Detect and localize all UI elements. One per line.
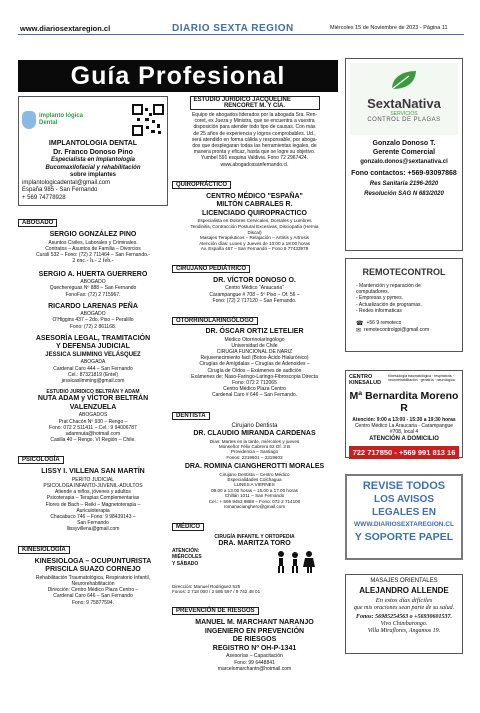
listing-larenas [18, 303, 168, 330]
remoteco-logo: REMOTECONTROL [362, 267, 446, 277]
listing-line: de 25 años de experiencia y logros comprobables. Ud., [193, 130, 316, 137]
listing-asesoria [18, 335, 168, 384]
implanto-spec: Especialista en Implantología [50, 157, 136, 163]
listing-line: Tendinitis, Contracción Postural Excesivas, Disciopatía (Hernia [190, 223, 319, 229]
listing-line: manera pronta y eficaz, hasta que se logre su objetivo. [193, 149, 316, 156]
listing-line: ABOGADO [80, 311, 106, 318]
listing-head: ESTUDIO JURIDICO BELTRÁN Y ADAM [46, 389, 140, 396]
page-date: Miércoles 15 de Noviembre de 2023 - Página 11 [330, 25, 448, 31]
listing-line: Fono: 072 2 511411 – Cel.: 9 94006787 [49, 424, 137, 431]
listing-line: Cel.: + 569 9453 9888 – Fono: 072 2 714100 [208, 498, 301, 504]
listing-line: Equipo de abogados liderados por la abogada Sra. Ren- [191, 112, 318, 118]
listing-line[interactable]: www.abogadossanfernando.cl. [220, 161, 289, 168]
listing-line: Casilla 40 – Rengo. VI Región – Chile. [50, 437, 136, 444]
listing-line: será atendido en forma cálida y responsable, por abogа- [191, 136, 318, 143]
tooth-icon [22, 111, 36, 129]
kinesalud-ad [345, 370, 463, 458]
listing-line: CIRUGIA FUNCIONAL DE NARIZ [216, 348, 293, 355]
masajes-line: En estos días difíciles [375, 597, 433, 604]
listing-marchant [172, 619, 337, 672]
listing-name: ASESORÍA LEGAL, TRAMITACIÓN [35, 334, 151, 342]
listing-line: Prat Chacón Nº 930 – Rengo – [58, 418, 128, 425]
listing-line: Universidad de Chile [231, 342, 278, 349]
children-icon [273, 550, 319, 574]
listing-miranda [172, 423, 337, 510]
listing-line: Monseñor Félix Cabrera 62 Of. 3 B [218, 443, 291, 449]
kinesalud-home: ATENCIÓN A DOMICILIO [369, 435, 439, 442]
avisos-line: Y SOPORTE PAPEL [354, 531, 454, 543]
listing-line: Dirección: Manuel Rodríguez 525 [172, 583, 241, 589]
sextanativa-tag: SERVICIOS [390, 111, 418, 117]
listing-line: Masajes Terapéuticos – Relajación – Artritis y Artrosis [200, 235, 309, 241]
listing-line: Y SÁBADO [172, 560, 199, 567]
listing-line: Dirección: Centro Médico Plaza Centro – [47, 587, 139, 594]
listing-name: SERGIO GONZÁLEZ PINO [49, 231, 137, 238]
listing-line: Neurorehabilitación [71, 580, 115, 587]
listing-line: ATENCIÓN: [172, 548, 200, 555]
listing-line: PERITO JUDICIAL [71, 476, 115, 483]
listing-rencoret [172, 112, 337, 168]
listing-name: SERGIO A. HUERTA GUERRERO [38, 270, 148, 278]
kinesalud-phone: 722 717850 - +569 991 813 16 [349, 446, 459, 459]
masajes-name: ALEJANDRO ALLENDE [359, 585, 449, 595]
listing-line: San Fernando [77, 520, 109, 527]
implanto-address: España 985 - San Fernando [22, 187, 98, 193]
column-middle [172, 96, 337, 672]
implanto-title: IMPLANTOLOGIA DENTAL [48, 140, 138, 147]
kinesalud-hours: Atención: 9:00 a 13:00 - 15:30 a 19:30 horas [352, 417, 456, 423]
listing-line: Fono: (72) 2 861168. [69, 323, 117, 330]
sextanativa-logo-area [350, 63, 458, 135]
listing-line: Cirugía de Oídos – Exámenes de audición [207, 367, 302, 374]
remoteco-line: - Redes informaticas [356, 307, 402, 314]
remoteco-line: - Actualización de programas. [356, 301, 422, 308]
listing-line: disposición para atender todo tipo de causas. Con más [193, 124, 316, 131]
phone-icon: ☎ [356, 321, 364, 328]
listing-line: Exámenes de: Naso-Faringo-Laringo-Fibroscopia Directa [191, 373, 318, 380]
listing-gonzalez [18, 231, 168, 266]
listing-line: Quechereguas Nº 888 – San Fernando [49, 285, 137, 292]
listing-line: PSICOLOGA INFANTO-JUVENIL-ADULTOS [43, 483, 143, 490]
listing-line: Providencia – Santiago [230, 449, 279, 455]
listing-name: JESSICA SLIMMING VELÁSQUEZ [45, 351, 141, 358]
listing-name: REGISTRO Nº OH-P-1341 [212, 644, 297, 652]
listing-line: Fono: 99 6448841 [234, 659, 275, 666]
implanto-logo: implanto lógica Dental [39, 113, 84, 126]
section-psicologia: PSICOLOGÍA [18, 456, 64, 464]
kinesalud-logo: CENTRO KINESALUD [349, 374, 382, 386]
listing-line: LUNES A VIERNES [234, 482, 275, 488]
listing-line: 2 enc.- h.- 2 feb.- [72, 258, 114, 265]
listing-line: marcelomarchantn@hotmail.com [217, 665, 292, 672]
implanto-ad [18, 96, 168, 206]
listing-line: Centro Médico Plaza Centro [223, 386, 286, 393]
remoteco-line: - Mantención y reparación de [356, 283, 421, 289]
listing-name: DE RIESGOS [232, 636, 277, 644]
listing-name: MANUEL M. MARCHANT NARANJO [195, 619, 314, 627]
site-url[interactable]: www.diariosextaregion.cl [20, 24, 111, 33]
kinesalud-address: Centro Médico La Araucaria - Carampangue #708, local 4 [354, 423, 454, 436]
masajes-line: que mis oraciones sean parte de su salud. [353, 605, 455, 611]
listing-line: Cardenal Caro 646 – San Fernando [53, 593, 133, 600]
implanto-spec: sobre implantes [69, 172, 116, 178]
listing-line: Psicoterapia – Terapias Complementarias [46, 495, 140, 502]
listing-line: ABOGADO [80, 279, 106, 286]
listing-name: DRA. MARITZA TORO [218, 539, 291, 547]
listing-line: Fonos: 2319601 – 2319603 [226, 454, 283, 460]
section-abogado: ABOGADO [18, 219, 57, 227]
listing-line: FonoFax: (72) 2 715967. [65, 291, 121, 298]
listing-line: Cirugías de Amígdalas – Cirugías de Adenoides – [199, 361, 310, 368]
listing-line: Contratos – Asuntos de Familia – Divorcios [45, 245, 141, 252]
listing-line: Fono: 072 2 712065 [232, 379, 277, 386]
listing-line: Asuntos Civiles, Laborales y Criminales. [48, 239, 138, 246]
sextanativa-name: Gonzalo Donoso T. [372, 140, 436, 147]
listing-villena [18, 468, 168, 532]
listing-line: Rehabilitación Traumatológica, Respiratorio Infantil, [35, 574, 151, 581]
listing-name: DR. CLAUDIO MIRANDA CARDENAS [193, 430, 316, 438]
remoteco-line: computadores. [356, 289, 390, 296]
listing-line: Especialista en Dolores Cervicales, Dorsales y Lumbres [197, 218, 312, 224]
section-estudio [190, 96, 320, 110]
section-medico: MÉDICO [172, 523, 204, 531]
remoteco-email[interactable]: remotecontrolgpi@gmail.com [364, 327, 430, 334]
listing-line: Carampangue # 708 – 5º Piso – Of. 56 – [209, 291, 300, 298]
listing-name: PRISCILA SUAZO CORNEJO [45, 566, 141, 574]
sextanativa-role: Gerente Comercial [372, 148, 436, 156]
listing-line: Atención días: Lunes y Jueves de 10:00 a 18:00 horas [199, 240, 310, 246]
listing-line: Fono: (72) 2 717120 – San Fernando. [212, 297, 297, 304]
listing-line: dos que desplegaran todas las herramientas legales, de [192, 143, 317, 150]
listing-line: Fonos: 2 718 000 / 2 585 597 / 9 742 48 01 [172, 588, 261, 594]
sextanativa-res: Res Sanitaria 2196-2020 [369, 181, 439, 187]
avisos-line: LOS AVISOS LEGALES EN [372, 494, 436, 518]
listing-line: Cirujano Dentista – Centro Médico [219, 471, 290, 477]
sextanativa-email[interactable]: gonzalo.donos@sextanativa.cl [360, 159, 448, 165]
listing-line: Rejuvenecimiento facil (Botox-Ácido Hialurónico) [200, 355, 309, 362]
listing-line: Av. España 467 – San Fernando – Fono 9 77433979 [200, 246, 309, 252]
listing-name: DRA. ROMINA CIANGHEROTTI MORALES [184, 463, 325, 471]
listing-line: Centro Médico "Araucaria" [225, 285, 284, 292]
listing-line: romanacianghero@gmail.com [223, 504, 286, 510]
remoteco-line: - Empresas y pymes. [356, 295, 403, 302]
section-title: RENCORET M. Y CÍA. [223, 103, 286, 109]
qr-code-icon [132, 104, 164, 136]
listing-line: ABOGADA [80, 359, 106, 366]
leaf-icon [389, 69, 419, 91]
listing-line: Atiende a niños, jóvenes y adultos [55, 489, 131, 496]
implanto-doctor: Dr. Franco Donoso Pino [53, 148, 133, 156]
implanto-spec: Bucomaxilofacial y rehabilitación [45, 164, 141, 171]
listing-toro [172, 534, 337, 582]
listing-line: Cel.: 87321819 (Entel) [67, 371, 119, 378]
listing-line: Chacabuco 746 – Fono: 9 98439143 – [50, 514, 136, 521]
section-quiropractico: QUIROPRÁCTICO [172, 181, 231, 189]
sextanativa-logo: SextaNativa [367, 96, 441, 111]
listing-head: CIRUGÍA INFANTIL Y ORTOPEDIA [214, 533, 295, 540]
listing-name: MILTÓN CABRALES R. [216, 201, 293, 209]
section-cirujano: CIRUJANO PEDIÁTRICO [172, 265, 250, 273]
listing-name: Y DEFENSA JUDICIAL [56, 343, 130, 351]
email-icon: ✉ [356, 328, 362, 335]
listing-name: INGENIERO EN PREVENCIÓN [204, 627, 305, 635]
listing-line: 09.00 a 13.00 horas – 15.00 a 17.00 horas [211, 487, 298, 493]
remoteco-phone: +56 9 remoteco [366, 320, 402, 327]
listing-suazo [18, 558, 168, 606]
listing-line: llissyvillena@gmail.com [66, 526, 120, 533]
newspaper-name: DIARIO SEXTA REGION [172, 23, 294, 34]
listing-line: Auriculoterapia [76, 507, 110, 514]
masajes-ad [345, 574, 463, 654]
listing-name: CENTRO MÉDICO "ESPAÑA" [206, 192, 303, 200]
listing-line: jessicaslimming@gmail.com [61, 377, 125, 384]
sextanativa-sub: CONTROL DE PLAGAS [367, 117, 441, 123]
listing-beltran [18, 389, 168, 443]
listing-line: Curalí 532 – Fono: (72) 2 711464 – San Fernando.- [36, 251, 150, 258]
section-kinesiologia: KINESIOLOGÍA [18, 546, 70, 554]
listing-line: Discal) [247, 229, 262, 235]
listing-line: O'Higgins 437 – 2do. Piso – Peralillo [52, 317, 134, 324]
header-divider [18, 34, 464, 35]
listing-line: Médico Otorrinolaringólogo [224, 336, 285, 343]
listing-name: KINESIOLOGA – OCUPUNTURISTA [34, 557, 152, 565]
listing-huerta [18, 271, 168, 298]
sextanativa-res: Resolución SAG N 683/2020 [364, 190, 444, 197]
listing-line: Días: Martes en la tarde, miércoles y jueves [209, 438, 300, 444]
listing-name: LICENCIADO QUIROPRACTICO [202, 209, 307, 217]
listing-name: RICARDO LARENAS PEÑA [48, 302, 138, 310]
listing-line: Cardenal Caro # 646 – San Fernando. [211, 392, 298, 399]
avisos-url[interactable]: WWW.DIARIOSEXTAREGION.CL [354, 521, 454, 528]
listing-line: MIÉRCOLES [172, 554, 202, 561]
listing-line: Chillán 1011 – San Fernando [224, 493, 285, 499]
listing-name: NUTA ADAM y VÍCTOR BELTRÁN [37, 395, 149, 403]
implanto-phone: + 569 74778928 [22, 194, 66, 201]
listing-line: ABOGADOS [78, 412, 108, 419]
listing-name: LISSY I. VILLENA SAN MARTÍN [41, 468, 145, 476]
listing-donoso [172, 277, 337, 304]
listing-line: Fono: 9 75877594. [72, 599, 114, 606]
listing-line: Asesorías – Capacitación [226, 653, 283, 660]
listing-ortiz [172, 328, 337, 399]
listing-line: Especialidades Colchagua [227, 477, 282, 483]
section-dentista: DENTISTA [172, 412, 210, 420]
column-left [18, 96, 168, 606]
masajes-line: MASAJES ORIENTALES [370, 578, 438, 584]
sextanativa-phone: Fono contactos: +569-93097868 [351, 169, 457, 177]
avisos-ad [345, 474, 463, 560]
listing-head: Cirujano Dentista [231, 422, 278, 429]
listing-name: DR. ÓSCAR ORTIZ LETELIER [205, 328, 304, 335]
masajes-phone: Fonos: 56985254563 o +56930601537. [355, 613, 453, 620]
implanto-email[interactable]: implantologicadental@gmail.com [22, 179, 111, 186]
listing-line: coret, ex Jueza y Ministra, que se encuentra a vuestra [194, 118, 315, 125]
kinesalud-name: Mª Bernardita Moreno R [349, 390, 459, 414]
masajes-line: Vivo Chimbarongo. [380, 620, 428, 627]
section-riesgos: PREVENCIÓN DE RIESGOS [172, 607, 259, 615]
sextanativa-ad [345, 58, 463, 251]
listing-line: Flores de Bach – Reiki – Magnetoterapia – [45, 501, 141, 508]
listing-line: Cardenal Caro 444 – San Fernando [53, 365, 133, 372]
masajes-line: Villa Miraflores, Angamos 19. [367, 628, 441, 634]
listing-name: VALENZUELA [69, 403, 117, 411]
listing-name: DR. VÍCTOR DONOSO O. [213, 276, 296, 284]
section-title: ESTUDIO JURIDICO JACQUELINE [193, 97, 291, 103]
kinesalud-tagline: Kinesiología traumatológica · respiratoria · neurorehabilitación · geriatría · neurológica [388, 374, 455, 382]
guide-banner: Guía Profesional [18, 60, 338, 92]
remoteco-ad [345, 258, 463, 352]
listing-line: Yumbel 591 esquina Valdivia. Fono 72 2967424. [200, 155, 309, 162]
section-otorrino: OTORRINOLARINGÓLOGO [172, 317, 258, 325]
listing-line: adamnuta@hotmail.com [65, 430, 121, 437]
avisos-line: REVISE TODOS [362, 480, 446, 492]
listing-cabrales [172, 193, 337, 252]
